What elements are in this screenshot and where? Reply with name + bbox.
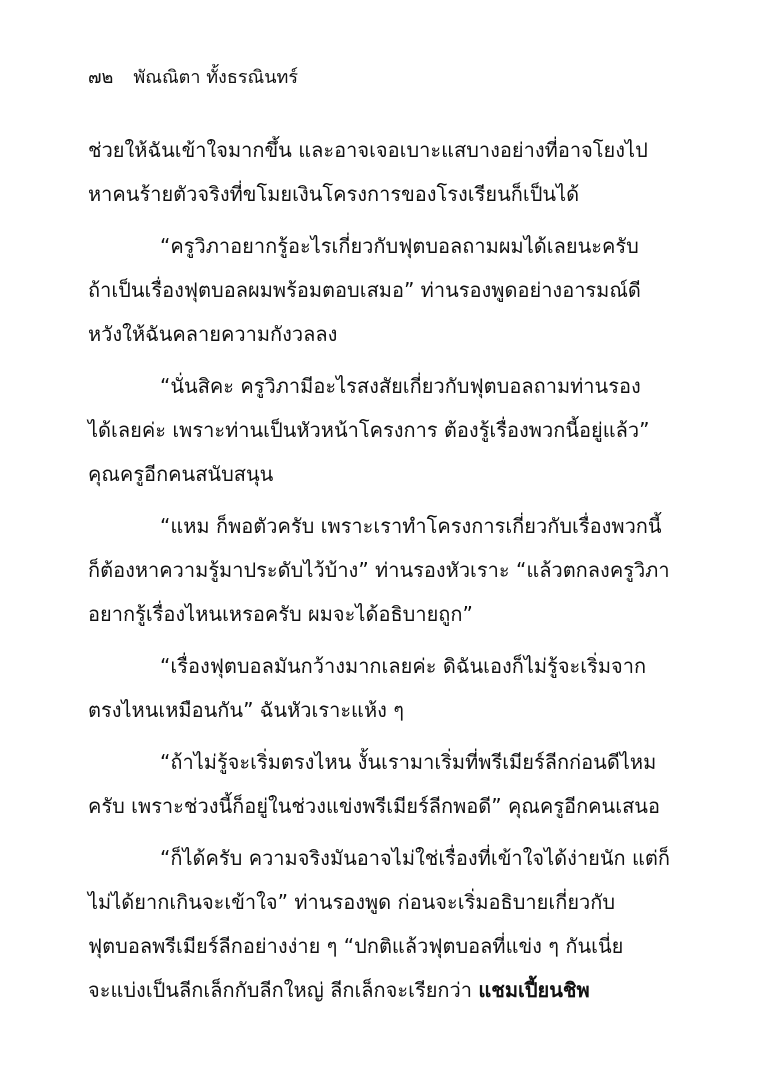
text-line: หวังให้ฉันคลายความกังวลลง (88, 322, 338, 346)
text-line: ถ้าเป็นเรื่องฟุตบอลผมพร้อมตอบเสมอ” ท่านรองพูดอย่างอารมณ์ดี (88, 278, 641, 302)
text-line: ตรงไหนเหมือนกัน” ฉันหัวเราะแห้ง ๆ (88, 698, 404, 722)
text-line: ไม่ได้ยากเกินจะเข้าใจ” ท่านรองพูด ก่อนจะเริ่มอธิบายเกี่ยวกับ (88, 890, 616, 914)
text-line: ได้เลยค่ะ เพราะท่านเป็นหัวหน้าโครงการ ต้องรู้เรื่องพวกนี้อยู่แล้ว” (88, 418, 650, 442)
running-header (88, 64, 298, 92)
paragraph-start-line: “ถ้าไม่รู้จะเริ่มตรงไหน งั้นเรามาเริ่มที่พรีเมียร์ลีกก่อนดีไหม (160, 750, 657, 774)
paragraph-start-line: “ก็ได้ครับ ความจริงมันอาจไม่ใช่เรื่องที่เข้าใจได้ง่ายนัก แต่ก็ (160, 846, 670, 870)
paragraph-start-line: “เรื่องฟุตบอลมันกว้างมากเลยค่ะ ดิฉันเองก็ไม่รู้จะเริ่มจาก (160, 654, 647, 678)
page-number: ๗๒ (88, 67, 114, 88)
text-line: ฟุตบอลพรีเมียร์ลีกอย่างง่าย ๆ “ปกติแล้วฟุตบอลที่แข่ง ๆ กันเนี่ย (88, 934, 624, 958)
emphasis-term: แชมเปี้ยนชิพ (478, 978, 590, 1002)
text-line: อยากรู้เรื่องไหนเหรอครับ ผมจะได้อธิบายถูก” (88, 602, 473, 626)
text-line: หาคนร้ายตัวจริงที่ขโมยเงินโครงการของโรงเรียนก็เป็นได้ (88, 182, 580, 206)
text-line (88, 970, 590, 1010)
author-name: พัณณิตา ทั้งธรณินทร์ (133, 67, 299, 88)
text-line: ครับ เพราะช่วงนี้ก็อยู่ในช่วงแข่งพรีเมียร์ลีกพอดี” คุณครูอีกคนเสนอ (88, 794, 660, 818)
text-line: คุณครูอีกคนสนับสนุน (88, 462, 274, 486)
text-line: ก็ต้องหาความรู้มาประดับไว้บ้าง” ท่านรองหัวเราะ “แล้วตกลงครูวิภา (88, 558, 670, 582)
text-line: ช่วยให้ฉันเข้าใจมากขึ้น และอาจเจอเบาะแสบางอย่างที่อาจโยงไป (88, 138, 648, 162)
paragraph-start-line: “แหม ก็พอตัวครับ เพราะเราทำโครงการเกี่ยวกับเรื่องพวกนี้ (160, 514, 662, 538)
paragraph-start-line: “ครูวิภาอยากรู้อะไรเกี่ยวกับฟุตบอลถามผมได้เลยนะครับ (160, 234, 639, 258)
paragraph-start-line: “นั่นสิคะ ครูวิภามีอะไรสงสัยเกี่ยวกับฟุตบอลถามท่านรอง (160, 374, 641, 398)
text-line-content: จะแบ่งเป็นลีกเล็กกับลีกใหญ่ ลีกเล็กจะเรียกว่า (88, 978, 479, 1002)
